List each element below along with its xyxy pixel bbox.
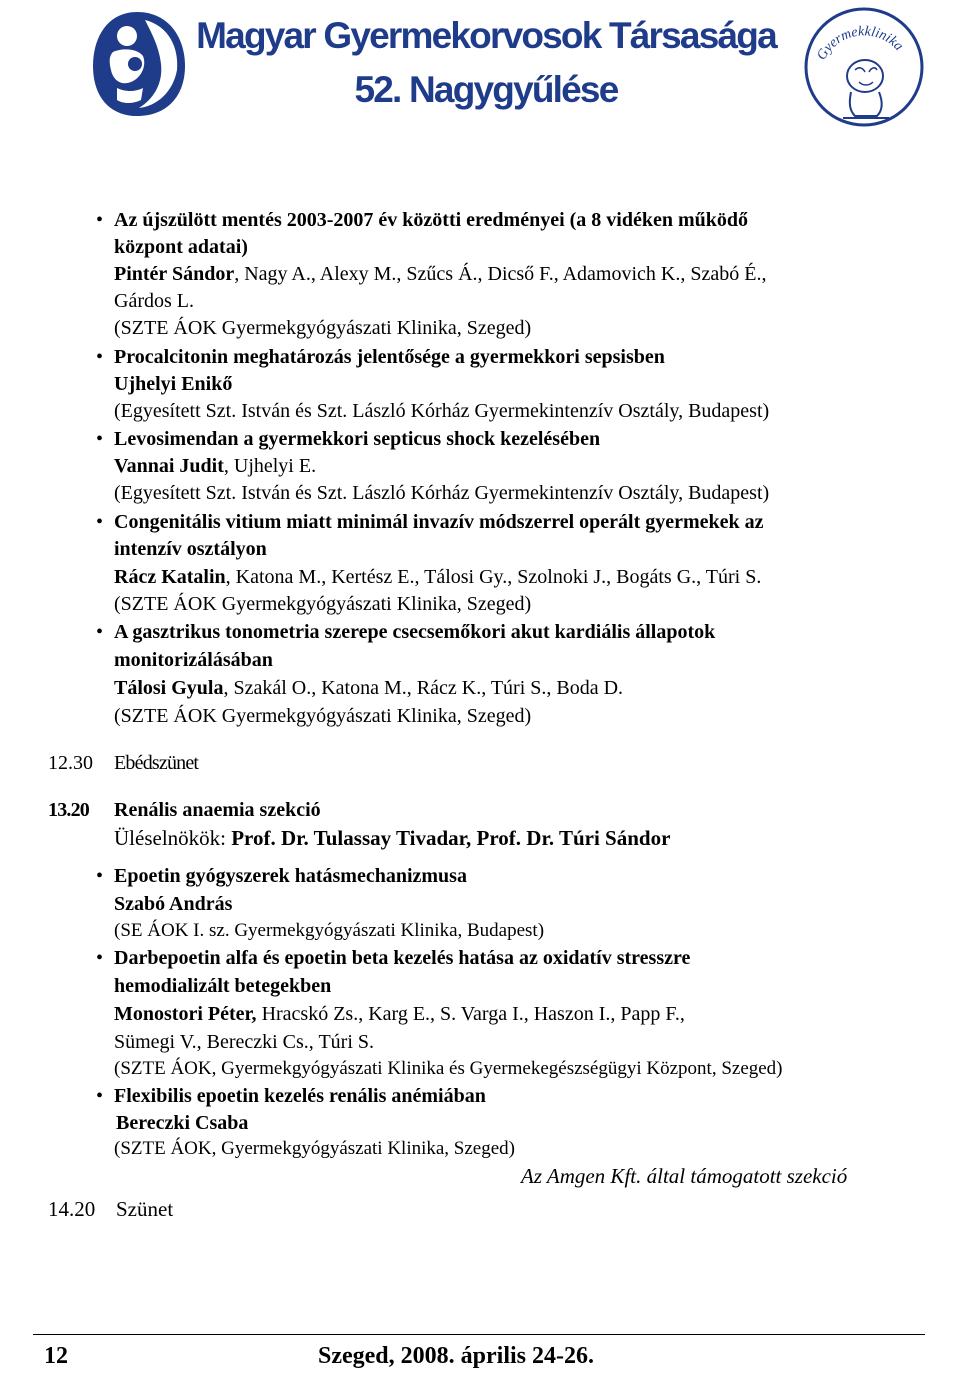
svg-text:Gyermekklinika: [814, 24, 905, 63]
header-title: Magyar Gyermekorvosok Társasága: [196, 15, 776, 56]
clinic-logo-text: Gyermekklinika: [814, 24, 906, 63]
talk-title-line: Procalcitonin meghatározás jelentősége a gyermekkori sepsisben: [114, 346, 665, 368]
bullet: •: [96, 621, 104, 643]
section-chairs: [114, 826, 670, 850]
presenting-author: Tálosi Gyula: [114, 677, 224, 699]
bullet: •: [96, 209, 104, 231]
affiliation: (Egyesített Szt. István és Szt. László Kórház Gyermekintenzív Osztály, Budapest): [114, 400, 770, 422]
talk-authors: [114, 372, 232, 396]
bullet: •: [96, 1085, 104, 1107]
sponsor-note: Az Amgen Kft. által támogatott szekció: [521, 1164, 848, 1188]
affiliation: (Egyesített Szt. István és Szt. László Kórház Gyermekintenzív Osztály, Budapest): [114, 482, 770, 504]
footer-place-date: Szeged, 2008. április 24-26.: [318, 1343, 594, 1369]
co-authors: , Katona M., Kertész E., Tálosi Gy., Szolnoki J., Bogáts G., Túri S.: [225, 566, 762, 588]
section-time: 13.20: [48, 799, 90, 821]
header-subtitle: 52. Nagygyűlése: [354, 69, 618, 110]
co-authors: , Ujhelyi E.: [223, 455, 317, 477]
talk-authors: [114, 565, 761, 589]
talk-title-line: Levosimendan a gyermekkori septicus shock kezelésében: [114, 428, 601, 450]
presenting-author: Szabó András: [114, 893, 233, 915]
break-label: Szünet: [116, 1197, 174, 1221]
affiliation: (SZTE ÁOK, Gyermekgyógyászati Klinika, Szeged): [114, 1138, 516, 1159]
co-authors: , Nagy A., Alexy M., Szűcs Á., Dicső F., Adamovich K., Szabó É.,: [234, 263, 767, 285]
affiliation: (SZTE ÁOK Gyermekgyógyászati Klinika, Szeged): [114, 705, 532, 727]
footer-divider: [33, 1334, 925, 1335]
talk-title-line: Epoetin gyógyszerek hatásmechanizmusa: [114, 865, 467, 887]
break-time: 14.20: [48, 1197, 96, 1221]
talk-authors: [114, 1002, 685, 1026]
page-number: 12: [44, 1343, 68, 1369]
talk-title-line: monitorizálásában: [114, 649, 273, 671]
society-logo: [87, 8, 187, 120]
bullet: •: [96, 428, 104, 450]
talk-title-line: A gasztrikus tonometria szerepe csecsemőkori akut kardiális állapotok: [114, 621, 716, 643]
section-title: Renális anaemia szekció: [114, 799, 321, 821]
talk-title-line: központ adatai): [114, 236, 248, 258]
co-authors-line: Sümegi V., Bereczki Cs., Túri S.: [114, 1031, 374, 1053]
talk-title-line: intenzív osztályon: [114, 538, 267, 560]
affiliation: (SE ÁOK I. sz. Gyermekgyógyászati Klinika, Budapest): [114, 920, 545, 941]
bullet: •: [96, 346, 104, 368]
talk-title-line: Flexibilis epoetin kezelés renális anémiában: [114, 1085, 486, 1107]
co-authors: Hracskó Zs., Karg E., S. Varga I., Haszon I., Papp F.,: [256, 1003, 685, 1025]
presenting-author: Pintér Sándor: [114, 263, 235, 285]
bullet: •: [96, 947, 104, 969]
presenting-author: Monostori Péter,: [114, 1003, 257, 1025]
presenting-author: Vannai Judit: [114, 455, 224, 477]
affiliation: (SZTE ÁOK, Gyermekgyógyászati Klinika és Gyermekegészségügyi Központ, Szeged): [114, 1058, 783, 1079]
talk-authors: [114, 262, 766, 286]
chairs-names: Prof. Dr. Tulassay Tivadar, Prof. Dr. Túri Sándor: [231, 826, 671, 850]
talk-title-line: hemodializált betegekben: [114, 975, 332, 997]
talk-title-line: Darbepoetin alfa és epoetin beta kezelés hatása az oxidatív stresszre: [114, 947, 691, 969]
co-authors-line: Gárdos L.: [114, 290, 194, 312]
talk-title-line: Congenitális vitium miatt minimál invazív módszerrel operált gyermekek az: [114, 511, 764, 533]
affiliation: (SZTE ÁOK Gyermekgyógyászati Klinika, Szeged): [114, 317, 532, 339]
chairs-label: Üléselnökök:: [114, 826, 232, 850]
presenting-author: Bereczki Csaba: [116, 1112, 249, 1134]
bullet: •: [96, 865, 104, 887]
page-header: [0, 0, 960, 130]
break-label: Ebédszünet: [114, 752, 199, 774]
presenting-author: Ujhelyi Enikő: [114, 373, 233, 395]
bullet: •: [96, 511, 104, 533]
talk-authors: [114, 676, 623, 700]
presenting-author: Rácz Katalin: [114, 566, 226, 588]
co-authors: , Szakál O., Katona M., Rácz K., Túri S., Boda D.: [223, 677, 624, 699]
talk-title-line: Az újszülött mentés 2003-2007 év közötti eredményei (a 8 vidéken működő: [114, 209, 749, 231]
talk-authors: [114, 454, 316, 478]
clinic-logo: [803, 6, 925, 128]
break-time: 12.30: [48, 752, 93, 774]
affiliation: (SZTE ÁOK Gyermekgyógyászati Klinika, Szeged): [114, 593, 532, 615]
